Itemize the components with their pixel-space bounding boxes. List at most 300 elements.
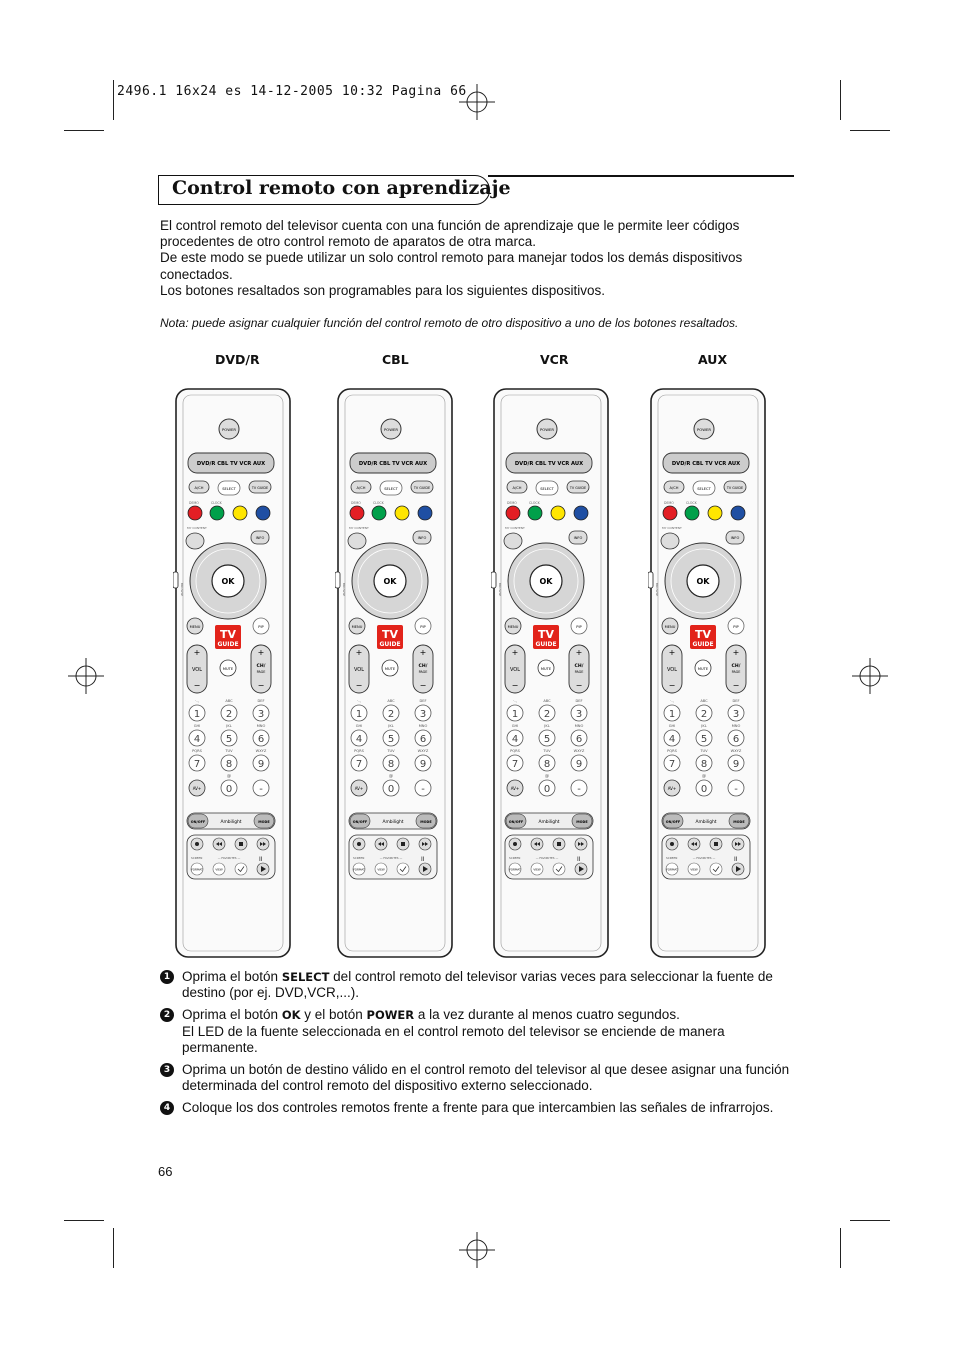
tvguide-logo-tv: TV xyxy=(537,628,555,641)
power-label: POWER xyxy=(383,427,399,432)
step-text: del control remoto del televisor varias veces para seleccionar la fuente de destino (por ej. DVD,VCR,...). xyxy=(182,969,773,1001)
remote-cbl xyxy=(335,383,465,967)
page-number: 66 xyxy=(158,1164,173,1179)
key-letters: GHI xyxy=(511,724,519,728)
key-letters: ABC xyxy=(700,699,708,703)
mute-label: MUTE xyxy=(540,667,552,671)
channel-minus-icon: − xyxy=(575,681,583,690)
dash-label: - xyxy=(734,784,738,795)
view-label: VIEW xyxy=(690,867,698,872)
pip-label: PIP xyxy=(733,625,739,629)
key-letters: JKL xyxy=(226,724,232,728)
tvguide-logo-guide: GUIDE xyxy=(217,641,239,648)
volume-minus-icon: − xyxy=(355,681,363,690)
mode-label: MODE xyxy=(420,820,432,824)
registration-mark-icon xyxy=(459,1232,495,1268)
clock-label: CLOCK xyxy=(686,501,697,505)
browse-side-button[interactable] xyxy=(173,572,178,588)
browse-side-button[interactable] xyxy=(491,572,496,588)
info-label: INFO xyxy=(573,536,583,540)
power-label: POWER xyxy=(539,427,555,432)
select-label: SELECT xyxy=(222,487,236,491)
tvguide-logo-guide: GUIDE xyxy=(535,641,557,648)
device-label-cbl: CBL xyxy=(382,352,409,367)
key-letters: DEF xyxy=(732,699,740,703)
favorites-label: — FAVORITES — xyxy=(379,856,403,860)
digit-label: 4 xyxy=(511,734,519,745)
key-letters: PQRS xyxy=(192,749,202,753)
volume-plus-icon: + xyxy=(355,648,363,657)
view-label: VIEW xyxy=(377,867,385,872)
digit-label: 9 xyxy=(575,759,583,770)
red-button[interactable] xyxy=(188,506,202,520)
pip-label: PIP xyxy=(576,625,582,629)
demo-label: DEMO xyxy=(351,501,361,505)
green-button[interactable] xyxy=(372,506,386,520)
mode-label: MODE xyxy=(258,820,270,824)
info-label: INFO xyxy=(730,536,740,540)
record-icon xyxy=(195,842,199,846)
onoff-label: ON/OFF xyxy=(352,820,368,824)
key-letters: JKL xyxy=(701,724,707,728)
volume-label: VOL xyxy=(191,667,203,673)
crop-mark xyxy=(840,80,841,120)
tvguide-label: TV GUIDE xyxy=(413,486,431,490)
tvguide-label: TV GUIDE xyxy=(726,486,744,490)
crop-mark xyxy=(850,1220,890,1221)
channel-label: CH/ xyxy=(418,664,428,669)
digit-label: 1 xyxy=(668,709,676,720)
digit-label: 8 xyxy=(700,759,708,770)
digit-label: 9 xyxy=(419,759,427,770)
remote-aux xyxy=(648,383,778,967)
volume-plus-icon: + xyxy=(668,648,676,657)
browse-label: BROWSE xyxy=(655,583,659,597)
digit-label: 1 xyxy=(511,709,519,720)
my-content-label: MY CONTENT xyxy=(187,526,207,530)
channel-label: CH/ xyxy=(731,664,741,669)
step-keyword: OK xyxy=(281,1008,301,1023)
stop-icon xyxy=(401,842,405,846)
digit-label: 9 xyxy=(257,759,265,770)
favorite-add-button[interactable] xyxy=(397,863,409,875)
pause-icon: II xyxy=(259,856,263,863)
step-text: Oprima el botón xyxy=(182,1007,282,1023)
crop-mark xyxy=(64,130,104,131)
key-letters: MNO xyxy=(256,724,266,728)
demo-label: DEMO xyxy=(507,501,517,505)
blue-button[interactable] xyxy=(731,506,745,520)
digit-label: 5 xyxy=(387,734,395,745)
print-slug: 2496.1 16x24 es 14-12-2005 10:32 Pagina 66 xyxy=(117,84,467,99)
dash-label: - xyxy=(577,784,581,795)
mode-label: MODE xyxy=(576,820,588,824)
digit-label: 6 xyxy=(257,734,265,745)
av-label: A/CH xyxy=(512,486,522,490)
volume-minus-icon: − xyxy=(511,681,519,690)
channel-plus-icon: + xyxy=(732,648,740,657)
key-letters: JKL xyxy=(388,724,394,728)
step-item xyxy=(160,1007,800,1056)
ambilight-label: Ambilight xyxy=(382,820,404,825)
remote-control xyxy=(648,383,778,963)
key-letters: GHI xyxy=(193,724,201,728)
ok-label: OK xyxy=(221,577,235,586)
remote-vcr xyxy=(491,383,621,967)
mute-label: MUTE xyxy=(222,667,234,671)
clock-label: CLOCK xyxy=(211,501,222,505)
av-plus-label: AV+ xyxy=(192,786,202,791)
step-item xyxy=(160,969,800,1001)
browse-side-button[interactable] xyxy=(335,572,340,588)
menu-label: MENU xyxy=(189,625,201,629)
key-letters: WXYZ xyxy=(730,749,742,753)
steps-list xyxy=(160,969,800,1123)
digit-label: 8 xyxy=(225,759,233,770)
crop-mark xyxy=(64,1220,104,1221)
key-letters: WXYZ xyxy=(417,749,429,753)
browse-label: BROWSE xyxy=(498,583,502,597)
digit-label: 3 xyxy=(575,709,583,720)
screen-label: SCREEN xyxy=(353,856,365,860)
mute-label: MUTE xyxy=(384,667,396,671)
my-content-button[interactable] xyxy=(504,533,522,549)
screen-label: SCREEN xyxy=(666,856,678,860)
title-rule xyxy=(488,175,794,177)
digit-label: 2 xyxy=(225,709,233,720)
key-letters: ABC xyxy=(225,699,233,703)
step-text: Coloque los dos controles remotos frente a frente para que intercambien las señales de infrarrojos. xyxy=(182,1100,774,1116)
digit-label: 7 xyxy=(355,759,363,770)
intro-paragraph: De este modo se puede utilizar un solo control remoto para manejar todos los demás dispositivos conectados. xyxy=(160,250,743,282)
av-plus-label: AV+ xyxy=(510,786,520,791)
crop-mark xyxy=(113,1228,114,1268)
tvguide-label: TV GUIDE xyxy=(569,486,587,490)
at-label: @ xyxy=(389,773,393,778)
digit-label: 4 xyxy=(193,734,201,745)
dash-label: - xyxy=(259,784,263,795)
favorite-add-button[interactable] xyxy=(710,863,722,875)
digit-label: 7 xyxy=(193,759,201,770)
stop-icon xyxy=(557,842,561,846)
digit-label: 0 xyxy=(543,784,551,795)
key-letters: ABC xyxy=(387,699,395,703)
step-item xyxy=(160,1062,800,1094)
digit-label: 4 xyxy=(355,734,363,745)
channel-minus-icon: − xyxy=(419,681,427,690)
channel-plus-icon: + xyxy=(575,648,583,657)
channel-label: CH/ xyxy=(574,664,584,669)
onoff-label: ON/OFF xyxy=(190,820,206,824)
device-label-vcr: VCR xyxy=(540,352,569,367)
step-number: 1 xyxy=(160,970,174,984)
step-number: 4 xyxy=(160,1101,174,1115)
select-label: SELECT xyxy=(384,487,398,491)
key-letters: DEF xyxy=(575,699,583,703)
blue-button[interactable] xyxy=(418,506,432,520)
key-letters: GHI xyxy=(668,724,676,728)
av-plus-label: AV+ xyxy=(354,786,364,791)
pip-label: PIP xyxy=(258,625,264,629)
ambilight-label: Ambilight xyxy=(220,820,242,825)
green-button[interactable] xyxy=(528,506,542,520)
digit-label: 8 xyxy=(387,759,395,770)
digit-label: 4 xyxy=(668,734,676,745)
key-letters: PQRS xyxy=(510,749,520,753)
step-item xyxy=(160,1100,800,1116)
digit-label: 7 xyxy=(668,759,676,770)
digit-label: 5 xyxy=(225,734,233,745)
favorites-label: — FAVORITES — xyxy=(535,856,559,860)
dash-label: - xyxy=(421,784,425,795)
volume-minus-icon: − xyxy=(193,681,201,690)
page-label: PAGE xyxy=(731,670,741,674)
power-label: POWER xyxy=(221,427,237,432)
channel-plus-icon: + xyxy=(257,648,265,657)
key-letters: MNO xyxy=(574,724,584,728)
registration-mark-icon xyxy=(852,658,888,694)
record-icon xyxy=(670,842,674,846)
ok-label: OK xyxy=(539,577,553,586)
ambilight-label: Ambilight xyxy=(538,820,560,825)
yellow-button[interactable] xyxy=(233,506,247,520)
browse-side-button[interactable] xyxy=(648,572,653,588)
channel-plus-icon: + xyxy=(419,648,427,657)
tvguide-logo-tv: TV xyxy=(381,628,399,641)
mute-label: MUTE xyxy=(697,667,709,671)
format-label: FORMAT xyxy=(666,867,678,872)
digit-label: 9 xyxy=(732,759,740,770)
page-label: PAGE xyxy=(574,670,584,674)
format-label: FORMAT xyxy=(191,867,203,872)
step-text: Oprima un botón de destino válido en el control remoto del televisor al que desee asignar una función determinada del control remoto del dispositivo externo seleccionado. xyxy=(182,1062,790,1094)
record-icon xyxy=(357,842,361,846)
red-button[interactable] xyxy=(506,506,520,520)
menu-label: MENU xyxy=(351,625,363,629)
digit-label: 0 xyxy=(387,784,395,795)
key-letters: TUV xyxy=(387,749,395,753)
key-letters: ·-, xyxy=(195,699,199,703)
step-text: y el botón xyxy=(300,1007,367,1023)
step-text: a la vez durante al menos cuatro segundos. xyxy=(414,1007,680,1023)
at-label: @ xyxy=(545,773,549,778)
yellow-button[interactable] xyxy=(395,506,409,520)
device-label-dvdr: DVD/R xyxy=(215,352,260,367)
demo-label: DEMO xyxy=(664,501,674,505)
at-label: @ xyxy=(227,773,231,778)
digit-label: 7 xyxy=(511,759,519,770)
digit-label: 1 xyxy=(355,709,363,720)
note-text: Nota: puede asignar cualquier función del control remoto de otro dispositivo a uno de los botones resaltados. xyxy=(160,316,739,330)
key-letters: WXYZ xyxy=(255,749,267,753)
menu-label: MENU xyxy=(507,625,519,629)
ok-label: OK xyxy=(696,577,710,586)
blue-button[interactable] xyxy=(574,506,588,520)
av-plus-label: AV+ xyxy=(667,786,677,791)
digit-label: 5 xyxy=(543,734,551,745)
step-text: Oprima el botón xyxy=(182,969,282,984)
step-keyword: SELECT xyxy=(281,970,330,984)
digit-label: 5 xyxy=(700,734,708,745)
digit-label: 2 xyxy=(387,709,395,720)
screen-label: SCREEN xyxy=(509,856,521,860)
digit-label: 8 xyxy=(543,759,551,770)
page-label: PAGE xyxy=(418,670,428,674)
volume-plus-icon: + xyxy=(193,648,201,657)
registration-mark-icon xyxy=(68,658,104,694)
digit-label: 2 xyxy=(543,709,551,720)
pause-icon: II xyxy=(734,856,738,863)
source-selector-label: DVD/R CBL TV VCR AUX xyxy=(514,461,584,467)
volume-label: VOL xyxy=(509,667,521,673)
remote-control xyxy=(173,383,303,963)
format-label: FORMAT xyxy=(353,867,365,872)
key-letters: PQRS xyxy=(667,749,677,753)
red-button[interactable] xyxy=(663,506,677,520)
key-letters: MNO xyxy=(731,724,741,728)
ok-label: OK xyxy=(383,577,397,586)
pause-icon: II xyxy=(421,856,425,863)
key-letters: ·-, xyxy=(357,699,361,703)
digit-label: 0 xyxy=(700,784,708,795)
volume-minus-icon: − xyxy=(668,681,676,690)
volume-plus-icon: + xyxy=(511,648,519,657)
digit-label: 3 xyxy=(419,709,427,720)
source-selector-label: DVD/R CBL TV VCR AUX xyxy=(358,461,428,467)
key-letters: TUV xyxy=(700,749,708,753)
digit-label: 2 xyxy=(700,709,708,720)
step-number: 2 xyxy=(160,1008,174,1022)
mode-label: MODE xyxy=(733,820,745,824)
menu-label: MENU xyxy=(664,625,676,629)
favorite-add-button[interactable] xyxy=(235,863,247,875)
digit-label: 0 xyxy=(225,784,233,795)
key-letters: MNO xyxy=(418,724,428,728)
browse-label: BROWSE xyxy=(180,583,184,597)
tvguide-logo-guide: GUIDE xyxy=(692,641,714,648)
browse-label: BROWSE xyxy=(342,583,346,597)
key-letters: TUV xyxy=(225,749,233,753)
clock-label: CLOCK xyxy=(373,501,384,505)
step-keyword: POWER xyxy=(366,1008,415,1023)
my-content-button[interactable] xyxy=(661,533,679,549)
favorite-add-button[interactable] xyxy=(553,863,565,875)
format-label: FORMAT xyxy=(509,867,521,872)
key-letters: PQRS xyxy=(354,749,364,753)
channel-label: CH/ xyxy=(256,664,266,669)
channel-minus-icon: − xyxy=(732,681,740,690)
onoff-label: ON/OFF xyxy=(665,820,681,824)
key-letters: DEF xyxy=(419,699,427,703)
crop-mark xyxy=(850,130,890,131)
tvguide-logo-tv: TV xyxy=(219,628,237,641)
key-letters: DEF xyxy=(257,699,265,703)
device-label-aux: AUX xyxy=(698,352,728,367)
red-button[interactable] xyxy=(350,506,364,520)
av-label: A/CH xyxy=(669,486,679,490)
blue-button[interactable] xyxy=(256,506,270,520)
info-label: INFO xyxy=(417,536,427,540)
key-letters: ABC xyxy=(543,699,551,703)
my-content-label: MY CONTENT xyxy=(349,526,369,530)
volume-label: VOL xyxy=(666,667,678,673)
remote-control xyxy=(335,383,465,963)
screen-label: SCREEN xyxy=(191,856,203,860)
my-content-label: MY CONTENT xyxy=(662,526,682,530)
intro-text xyxy=(160,218,800,299)
digit-label: 6 xyxy=(732,734,740,745)
av-label: A/CH xyxy=(194,486,204,490)
digit-label: 3 xyxy=(257,709,265,720)
view-label: VIEW xyxy=(533,867,541,872)
my-content-button[interactable] xyxy=(348,533,366,549)
green-button[interactable] xyxy=(210,506,224,520)
crop-mark xyxy=(840,1228,841,1268)
channel-minus-icon: − xyxy=(257,681,265,690)
demo-label: DEMO xyxy=(189,501,199,505)
intro-paragraph: Los botones resaltados son programables para los siguientes dispositivos. xyxy=(160,282,606,298)
power-label: POWER xyxy=(696,427,712,432)
key-letters: GHI xyxy=(355,724,363,728)
record-icon xyxy=(513,842,517,846)
key-letters: WXYZ xyxy=(573,749,585,753)
yellow-button[interactable] xyxy=(551,506,565,520)
my-content-button[interactable] xyxy=(186,533,204,549)
key-letters: TUV xyxy=(543,749,551,753)
at-label: @ xyxy=(702,773,706,778)
info-label: INFO xyxy=(255,536,265,540)
key-letters: JKL xyxy=(544,724,550,728)
favorites-label: — FAVORITES — xyxy=(692,856,716,860)
tvguide-logo-tv: TV xyxy=(694,628,712,641)
source-selector-label: DVD/R CBL TV VCR AUX xyxy=(196,461,266,467)
source-selector-label: DVD/R CBL TV VCR AUX xyxy=(671,461,741,467)
tvguide-label: TV GUIDE xyxy=(251,486,269,490)
digit-label: 1 xyxy=(193,709,201,720)
onoff-label: ON/OFF xyxy=(508,820,524,824)
green-button[interactable] xyxy=(685,506,699,520)
digit-label: 3 xyxy=(732,709,740,720)
step-number: 3 xyxy=(160,1063,174,1077)
remote-dvdr xyxy=(173,383,303,967)
ambilight-label: Ambilight xyxy=(695,820,717,825)
select-label: SELECT xyxy=(540,487,554,491)
page-title: Control remoto con aprendizaje xyxy=(172,177,511,199)
tvguide-logo-guide: GUIDE xyxy=(379,641,401,648)
digit-label: 6 xyxy=(419,734,427,745)
my-content-label: MY CONTENT xyxy=(505,526,525,530)
intro-paragraph: El control remoto del televisor cuenta con una función de aprendizaje que le permite leer códigos procedentes de otro control remoto de aparatos de otra marca. xyxy=(160,218,740,250)
pip-label: PIP xyxy=(420,625,426,629)
yellow-button[interactable] xyxy=(708,506,722,520)
step-text: El LED de la fuente seleccionada en el control remoto del televisor se enciende de manera permanente. xyxy=(182,1023,725,1055)
crop-mark xyxy=(113,80,114,120)
key-letters: ·-, xyxy=(513,699,517,703)
clock-label: CLOCK xyxy=(529,501,540,505)
volume-label: VOL xyxy=(353,667,365,673)
view-label: VIEW xyxy=(215,867,223,872)
av-label: A/CH xyxy=(356,486,366,490)
key-letters: ·-, xyxy=(670,699,674,703)
digit-label: 6 xyxy=(575,734,583,745)
favorites-label: — FAVORITES — xyxy=(217,856,241,860)
stop-icon xyxy=(714,842,718,846)
pause-icon: II xyxy=(577,856,581,863)
page-label: PAGE xyxy=(256,670,266,674)
remote-control xyxy=(491,383,621,963)
select-label: SELECT xyxy=(697,487,711,491)
stop-icon xyxy=(239,842,243,846)
